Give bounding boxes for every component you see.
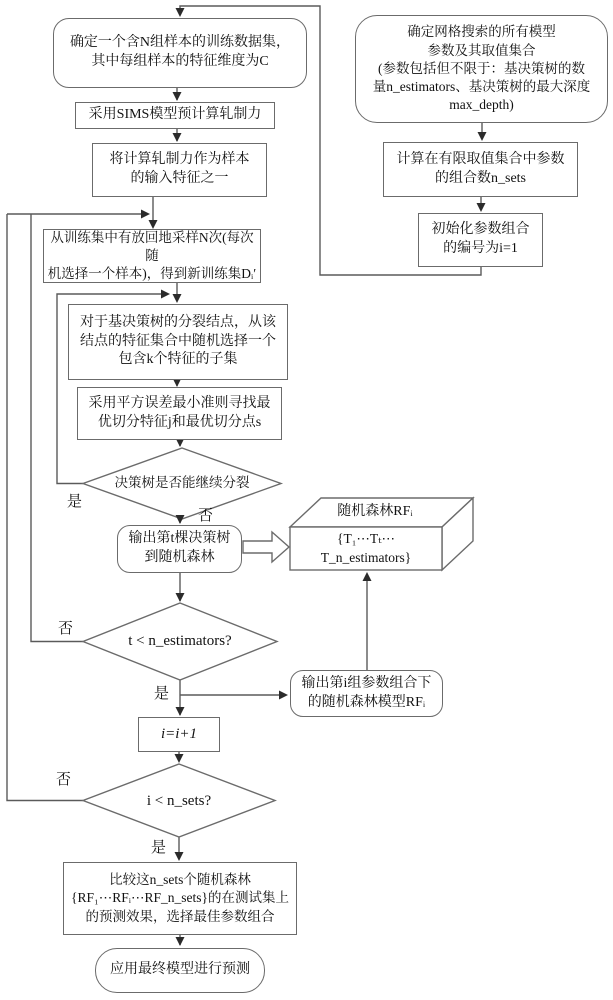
arrowhead-down-icon — [175, 754, 184, 763]
node-compute-n-sets: 计算在有限取值集合中参数 的组合数n_sets — [383, 142, 578, 197]
arrowhead-right-icon — [141, 210, 150, 219]
decision-param-sets-label: i < n_sets? — [146, 792, 212, 809]
arrowhead-down-icon — [173, 92, 182, 101]
arrowhead-down-icon — [176, 707, 185, 716]
arrowhead-down-icon — [173, 133, 182, 142]
arrowhead-down-icon — [176, 937, 185, 946]
arrowhead-down-icon — [175, 852, 184, 861]
node-increment-i: i=i+1 — [138, 717, 220, 752]
arrowhead-down-icon — [176, 515, 185, 524]
branch-label-yes: 是 — [151, 840, 167, 856]
node-output-forest-model: 输出第i组参数组合下 的随机森林模型RFᵢ — [290, 670, 443, 717]
arrowhead-right-icon — [161, 290, 170, 299]
arrowhead-down-icon — [176, 593, 185, 602]
node-bootstrap-sampling: 从训练集中有放回地采样N次(每次随 机选择一个样本)，得到新训练集Dᵢ′ — [43, 229, 261, 283]
arrowhead-up-icon — [363, 572, 372, 581]
node-init-param-index: 初始化参数组合 的编号为i=1 — [418, 213, 543, 267]
decision-can-split-label: 决策树是否能继续分裂 — [114, 474, 250, 490]
branch-label-no: 否 — [58, 621, 74, 637]
block-arrow-icon — [243, 532, 289, 562]
node-apply-final-model: 应用最终模型进行预测 — [95, 948, 265, 993]
arrowhead-right-icon — [279, 691, 288, 700]
branch-label-yes: 是 — [154, 686, 170, 702]
rf-container-set-label: {T₁⋯Tₜ⋯T_n_estimators} — [320, 531, 412, 565]
node-sims-model: 采用SIMS模型预计算轧制力 — [75, 102, 275, 129]
branch-label-no: 否 — [56, 772, 72, 788]
rf-container-title: 随机森林RFᵢ — [337, 503, 413, 519]
arrowhead-down-icon — [173, 294, 182, 303]
node-feature-input: 将计算轧制力作为样本 的输入特征之一 — [92, 143, 267, 197]
arrowhead-down-icon — [176, 8, 185, 17]
node-grid-search-params: 确定网格搜索的所有模型 参数及其取值集合 (参数包括但不限于：基决策树的数 量n_estimators、基决策树的最大深度 max_depth) — [355, 15, 608, 123]
node-mse-split-search: 采用平方误差最小准则寻找最 优切分特征j和最优切分点s — [77, 387, 282, 440]
arrowhead-down-icon — [149, 220, 158, 229]
node-training-set: 确定一个含N组样本的训练数据集， 其中每组样本的特征维度为C — [53, 18, 307, 88]
node-compare-forests: 比较这n_sets个随机森林 {RF₁⋯RFᵢ⋯RF_n_sets}的在测试集上 的预测效果，选择最佳参数组合 — [63, 862, 297, 935]
branch-label-yes: 是 — [67, 494, 83, 510]
arrowhead-down-icon — [478, 132, 487, 141]
arrowhead-down-icon — [477, 203, 486, 212]
node-output-tree: 输出第t棵决策树 到随机森林 — [117, 525, 242, 573]
decision-tree-count-label: t < n_estimators? — [128, 632, 232, 649]
branch-label-no: 否 — [198, 508, 214, 524]
node-split-node-feature-subset: 对于基决策树的分裂结点，从该 结点的特征集合中随机选择一个 包含k个特征的子集 — [68, 304, 288, 380]
